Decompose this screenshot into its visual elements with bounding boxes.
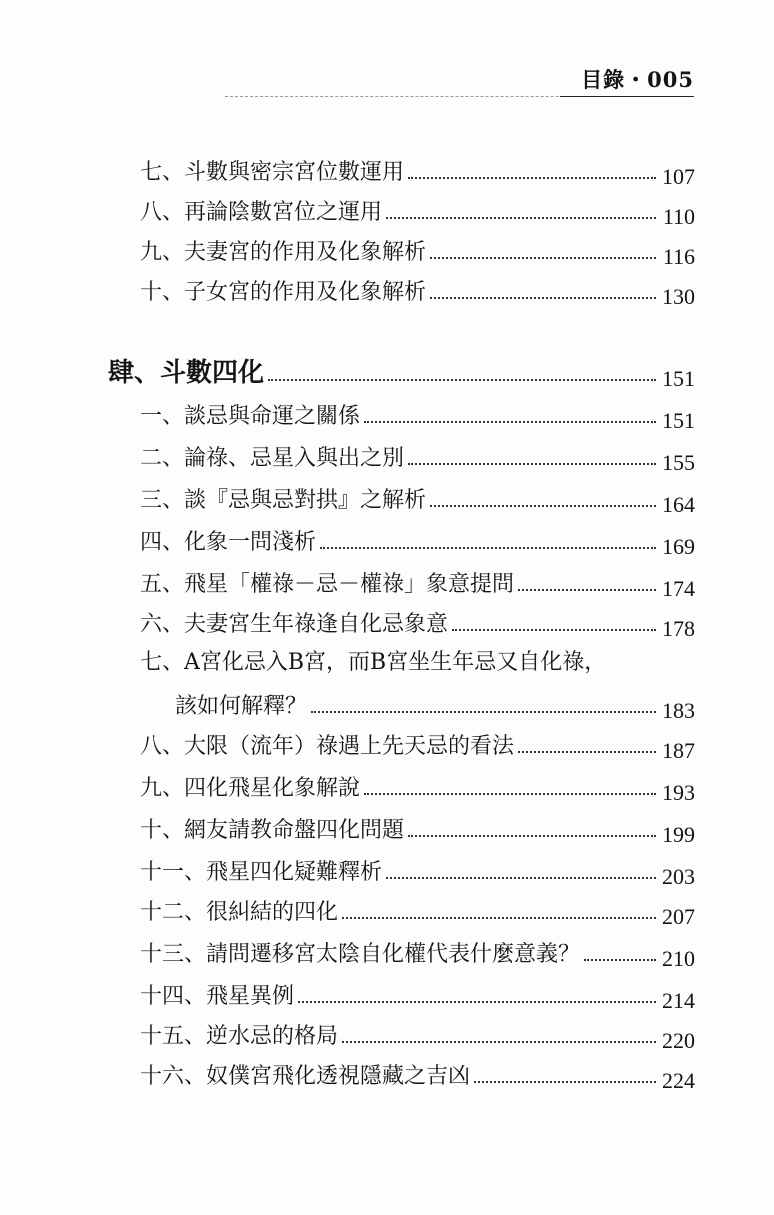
toc-chapter-title: 肆、斗數四化 xyxy=(108,358,265,388)
dot-leader xyxy=(320,547,656,549)
toc-entry-title: 該如何解釋？ xyxy=(175,694,308,719)
toc-entry-title: 九、四化飛星化象解說 xyxy=(140,776,361,801)
toc-entry-page: 210 xyxy=(662,946,695,971)
toc-entry-title: 七、A宮化忌入B宮，而B宮坐生年忌又自化祿， xyxy=(140,650,607,675)
toc-entry-title: 十、子女宮的作用及化象解析 xyxy=(140,280,427,305)
toc-entry[interactable] xyxy=(140,520,695,559)
dot-leader xyxy=(311,711,656,713)
toc-entry-title: 八、大限（流年）祿遇上先天忌的看法 xyxy=(140,734,515,759)
toc-entry-page: 203 xyxy=(662,864,695,889)
dot-leader xyxy=(584,959,656,961)
dot-leader xyxy=(430,257,656,259)
dot-leader xyxy=(298,1001,656,1003)
dot-leader xyxy=(268,379,656,381)
toc-chapter-page: 151 xyxy=(662,366,695,391)
toc-entry-title: 十五、逆水忌的格局 xyxy=(140,1024,339,1049)
dot-leader xyxy=(452,629,656,631)
toc-entry-page: 193 xyxy=(662,780,695,805)
toc-entry[interactable] xyxy=(140,1014,695,1053)
toc-entry-page: 151 xyxy=(662,408,695,433)
dot-leader xyxy=(386,217,656,219)
dot-leader xyxy=(430,297,656,299)
toc-entry-page: 116 xyxy=(662,244,695,269)
toc-entry-page: 110 xyxy=(662,204,695,229)
toc-entry-page: 155 xyxy=(662,450,695,475)
dot-leader xyxy=(342,1041,656,1043)
dot-leader xyxy=(408,463,656,465)
toc-entry-title: 七、斗數與密宗宮位數運用 xyxy=(140,160,405,185)
toc-entry[interactable] xyxy=(140,394,695,433)
toc-entry[interactable] xyxy=(140,270,695,309)
toc-entry[interactable] xyxy=(140,602,695,641)
toc-entry-title: 十六、奴僕宮飛化透視隱藏之吉凶 xyxy=(140,1064,471,1089)
toc-entry-page: 183 xyxy=(662,698,695,723)
toc-entry-title: 十、網友請教命盤四化問題 xyxy=(140,818,405,843)
dot-leader xyxy=(518,751,656,753)
toc-entry[interactable] xyxy=(140,150,695,189)
toc-entry-page: 107 xyxy=(662,164,695,189)
toc-entry-page: 214 xyxy=(662,988,695,1013)
toc-entry[interactable] xyxy=(140,974,695,1013)
toc-entry[interactable] xyxy=(140,808,695,847)
toc-entry-line2[interactable] xyxy=(175,684,695,723)
toc-entry[interactable] xyxy=(140,850,695,889)
toc-entry-title: 六、夫妻宮生年祿逢自化忌象意 xyxy=(140,612,449,637)
toc-entry-page: 178 xyxy=(662,616,695,641)
toc-entry[interactable] xyxy=(140,436,695,475)
toc-entry-page: 130 xyxy=(662,284,695,309)
toc-entry-title: 十三、請問遷移宮太陰自化權代表什麼意義？ xyxy=(140,942,581,967)
header-rule xyxy=(560,96,694,97)
toc-entry[interactable] xyxy=(140,562,695,601)
toc-entry[interactable] xyxy=(140,724,695,763)
toc-entry-page: 164 xyxy=(662,492,695,517)
dot-leader xyxy=(364,421,656,423)
dot-leader xyxy=(386,877,656,879)
dot-leader xyxy=(364,793,656,795)
toc-entry[interactable] xyxy=(140,478,695,517)
toc-entry-title: 十四、飛星異例 xyxy=(140,984,295,1009)
toc-entry-title: 四、化象一問淺析 xyxy=(140,530,317,555)
toc-entry-title: 十二、很糾結的四化 xyxy=(140,900,339,925)
toc-entry-page: 174 xyxy=(662,576,695,601)
toc-entry[interactable] xyxy=(140,890,695,929)
toc-entry-page: 224 xyxy=(662,1068,695,1093)
toc-entry-page: 199 xyxy=(662,822,695,847)
toc-entry[interactable] xyxy=(140,1054,695,1093)
toc-entry[interactable] xyxy=(140,932,695,971)
toc-entry-title: 八、再論陰數宮位之運用 xyxy=(140,200,383,225)
dot-leader xyxy=(518,589,656,591)
toc-entry-title: 二、論祿、忌星入與出之別 xyxy=(140,446,405,471)
page-header: 目錄・005 xyxy=(581,67,694,92)
toc-entry-page: 187 xyxy=(662,738,695,763)
toc-entry[interactable] xyxy=(140,766,695,805)
toc-entry-title: 九、夫妻宮的作用及化象解析 xyxy=(140,240,427,265)
toc-entry-page: 207 xyxy=(662,904,695,929)
dot-leader xyxy=(342,917,656,919)
toc-entry-title: 五、飛星「權祿－忌－權祿」象意提問 xyxy=(140,572,515,597)
dot-leader xyxy=(430,505,656,507)
toc-entry-page: 220 xyxy=(662,1028,695,1053)
toc-entry-title: 十一、飛星四化疑難釋析 xyxy=(140,860,383,885)
toc-chapter[interactable] xyxy=(108,352,695,391)
dot-leader xyxy=(474,1081,656,1083)
toc-entry-page: 169 xyxy=(662,534,695,559)
toc-entry-title: 一、談忌與命運之關係 xyxy=(140,404,361,429)
dot-leader xyxy=(408,177,656,179)
toc-entry-line1[interactable] xyxy=(140,640,695,674)
toc-entry[interactable] xyxy=(140,230,695,269)
toc-entry[interactable] xyxy=(140,190,695,229)
toc-entry-title: 三、談『忌與忌對拱』之解析 xyxy=(140,488,427,513)
dot-leader xyxy=(408,835,656,837)
